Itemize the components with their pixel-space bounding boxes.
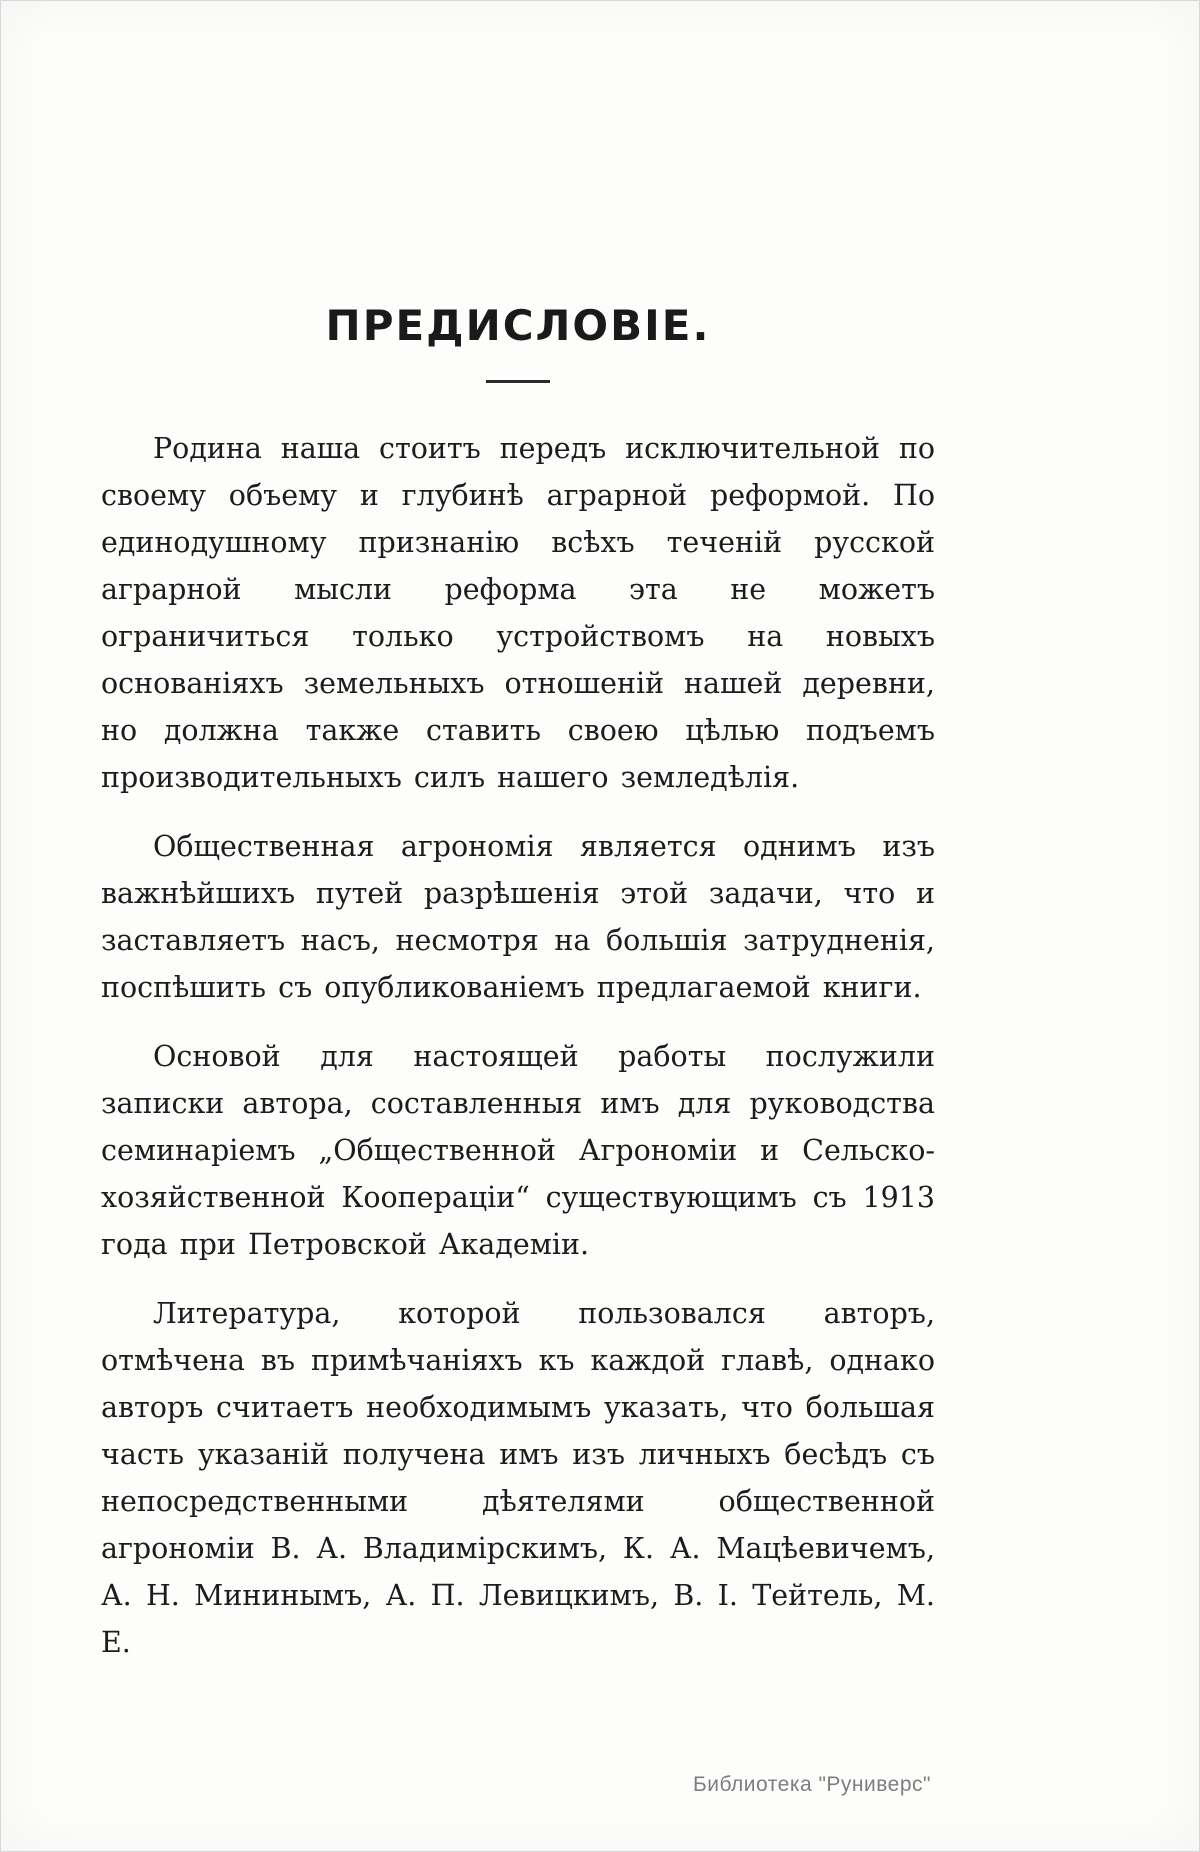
library-watermark: Библиотека "Руниверс" (692, 1773, 931, 1796)
preface-paragraph-2: Общественная агрономія является однимъ изъ важнѣйшихъ путей разрѣшенія этой задачи, что и заставляетъ насъ, несмотря на большія затрудненія, поспѣшить съ опубликованіемъ предлагаемой книги. (101, 830, 935, 1004)
page-title: ПРЕДИСЛОВІЕ. (325, 301, 711, 350)
page-content (101, 301, 935, 1688)
preface-paragraph-4: Литература, которой пользовался авторъ, отмѣчена въ примѣчаніяхъ къ каждой главѣ, однако авторъ считаетъ необходимымъ указать, что большая часть указаній получена имъ изъ личныхъ бесѣдъ съ непосредственными дѣятелями общественной агрономіи В. А. Владимірскимъ, К. А. Мацѣевичемъ, А. Н. Мининымъ, А. П. Левицкимъ, В. І. Тейтель, М. Е. (101, 1297, 935, 1659)
preface-paragraph-3: Основой для настоящей работы послужили записки автора, составленныя имъ для руководства семинаріемъ „Общественной Агрономіи и Сельско-хозяйственной Коопераціи“ существующимъ съ 1913 года при Петровской Академіи. (101, 1040, 935, 1261)
preface-body (101, 425, 935, 1666)
title-divider (486, 380, 550, 383)
preface-paragraph-1: Родина наша стоитъ передъ исключительной по своему объему и глубинѣ аграрной реформой. По единодушному признанію всѣхъ теченій русской аграрной мысли реформа эта не можетъ ограничиться только устройствомъ на новыхъ основаніяхъ земельныхъ отношеній нашей деревни, но должна также ставить своею цѣлью подъемъ производительныхъ силъ нашего земледѣлія. (101, 432, 935, 794)
